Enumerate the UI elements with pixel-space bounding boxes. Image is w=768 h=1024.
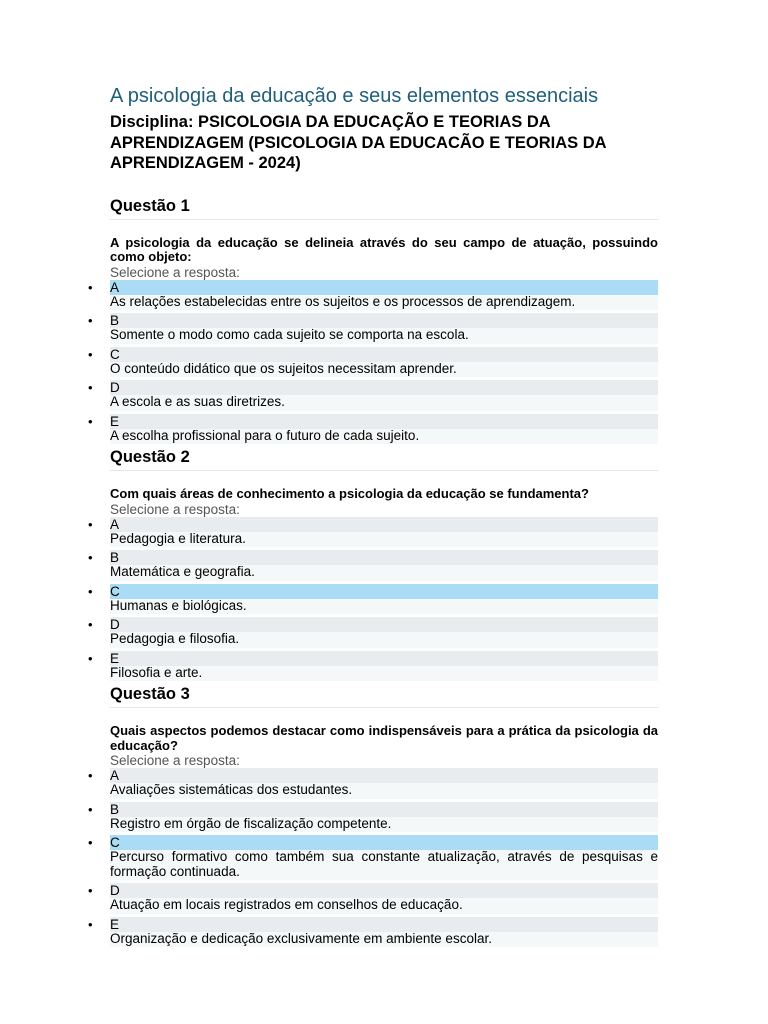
option-letter: A — [110, 280, 658, 295]
option-letter: E — [110, 651, 658, 666]
answer-options — [88, 279, 658, 445]
option-text: Matemática e geografia. — [110, 565, 658, 581]
answer-option-c[interactable] — [88, 835, 658, 880]
bullet-icon: • — [88, 617, 93, 632]
answer-option-d[interactable] — [88, 883, 658, 914]
option-text: Percurso formativo como também sua constante atualização, através de pesquisas e formação continuada. — [110, 849, 658, 879]
option-text: O conteúdo didático que os sujeitos necessitam aprender. — [110, 362, 658, 378]
option-text: Pedagogia e literatura. — [110, 532, 658, 548]
option-text: Pedagogia e filosofia. — [110, 632, 658, 648]
answer-options — [88, 768, 658, 947]
option-letter: B — [110, 802, 658, 817]
bullet-icon: • — [88, 801, 93, 817]
select-answer-label: Selecione a resposta: — [110, 264, 240, 280]
option-text: Atuação em locais registrados em conselhos de educação. — [110, 898, 658, 914]
answer-option-b[interactable] — [88, 313, 658, 344]
option-letter: E — [110, 414, 658, 429]
bullet-icon: • — [88, 583, 93, 599]
select-answer-label: Selecione a resposta: — [110, 753, 240, 768]
option-letter: C — [110, 835, 658, 850]
option-letter: A — [110, 768, 658, 783]
answer-option-e[interactable] — [88, 650, 658, 682]
bullet-icon: • — [88, 516, 93, 532]
question-text: Quais aspectos podemos destacar como indispensáveis para a prática da psicologia da educação? — [110, 723, 658, 753]
option-letter: C — [110, 584, 658, 599]
answer-option-e[interactable] — [88, 413, 658, 445]
question-1 — [88, 196, 658, 445]
option-letter: E — [110, 917, 658, 932]
answer-option-c[interactable] — [88, 583, 658, 615]
option-letter: D — [110, 617, 658, 632]
option-text: A escolha profissional para o futuro de cada sujeito. — [110, 429, 658, 445]
answer-option-d[interactable] — [88, 380, 658, 411]
option-letter: D — [110, 883, 658, 898]
answer-option-a[interactable] — [88, 768, 658, 799]
option-letter: B — [110, 313, 658, 328]
document-title: A psicologia da educação e seus elementos essenciais — [110, 85, 599, 107]
bullet-icon: • — [88, 650, 93, 666]
bullet-icon: • — [88, 835, 93, 850]
option-letter: A — [110, 517, 658, 532]
answer-options — [88, 516, 658, 682]
option-text: Humanas e biológicas. — [110, 599, 658, 615]
option-letter: B — [110, 550, 658, 565]
option-text: Registro em órgão de fiscalização competente. — [110, 817, 658, 833]
option-letter: C — [110, 347, 658, 362]
option-text: Filosofia e arte. — [110, 666, 658, 682]
bullet-icon: • — [88, 768, 93, 783]
answer-option-a[interactable] — [88, 516, 658, 548]
answer-option-a[interactable] — [88, 279, 658, 311]
question-2 — [88, 447, 658, 681]
bullet-icon: • — [88, 550, 93, 565]
option-text: Avaliações sistemáticas dos estudantes. — [110, 783, 658, 799]
question-text: Com quais áreas de conhecimento a psicologia da educação se fundamenta? — [110, 486, 589, 501]
discipline-heading: Disciplina: PSICOLOGIA DA EDUCAÇÃO E TEORIAS DA APRENDIZAGEM (PSICOLOGIA DA EDUCACÃO E TEORIAS DA APRENDIZAGEM - 2024) — [110, 113, 606, 172]
answer-option-b[interactable] — [88, 801, 658, 833]
bullet-icon: • — [88, 413, 93, 429]
option-text: As relações estabelecidas entre os sujeitos e os processos de aprendizagem. — [110, 295, 658, 311]
answer-option-c[interactable] — [88, 346, 658, 378]
option-text: A escola e as suas diretrizes. — [110, 395, 658, 411]
answer-option-e[interactable] — [88, 916, 658, 948]
question-3 — [88, 684, 658, 947]
option-text: Somente o modo como cada sujeito se comporta na escola. — [110, 328, 658, 344]
answer-option-d[interactable] — [88, 617, 658, 648]
bullet-icon: • — [88, 883, 93, 898]
question-heading: Questão 1 — [110, 196, 658, 220]
bullet-icon: • — [88, 380, 93, 395]
option-letter: D — [110, 380, 658, 395]
question-heading: Questão 3 — [110, 684, 658, 708]
document-page — [88, 82, 658, 950]
question-heading: Questão 2 — [110, 447, 658, 471]
bullet-icon: • — [88, 346, 93, 362]
bullet-icon: • — [88, 916, 93, 932]
answer-option-b[interactable] — [88, 550, 658, 581]
bullet-icon: • — [88, 313, 93, 328]
bullet-icon: • — [88, 279, 93, 295]
select-answer-label: Selecione a resposta: — [110, 501, 240, 517]
question-text: A psicologia da educação se delineia através do seu campo de atuação, possuindo como objeto: — [110, 234, 658, 264]
option-text: Organização e dedicação exclusivamente em ambiente escolar. — [110, 932, 658, 948]
